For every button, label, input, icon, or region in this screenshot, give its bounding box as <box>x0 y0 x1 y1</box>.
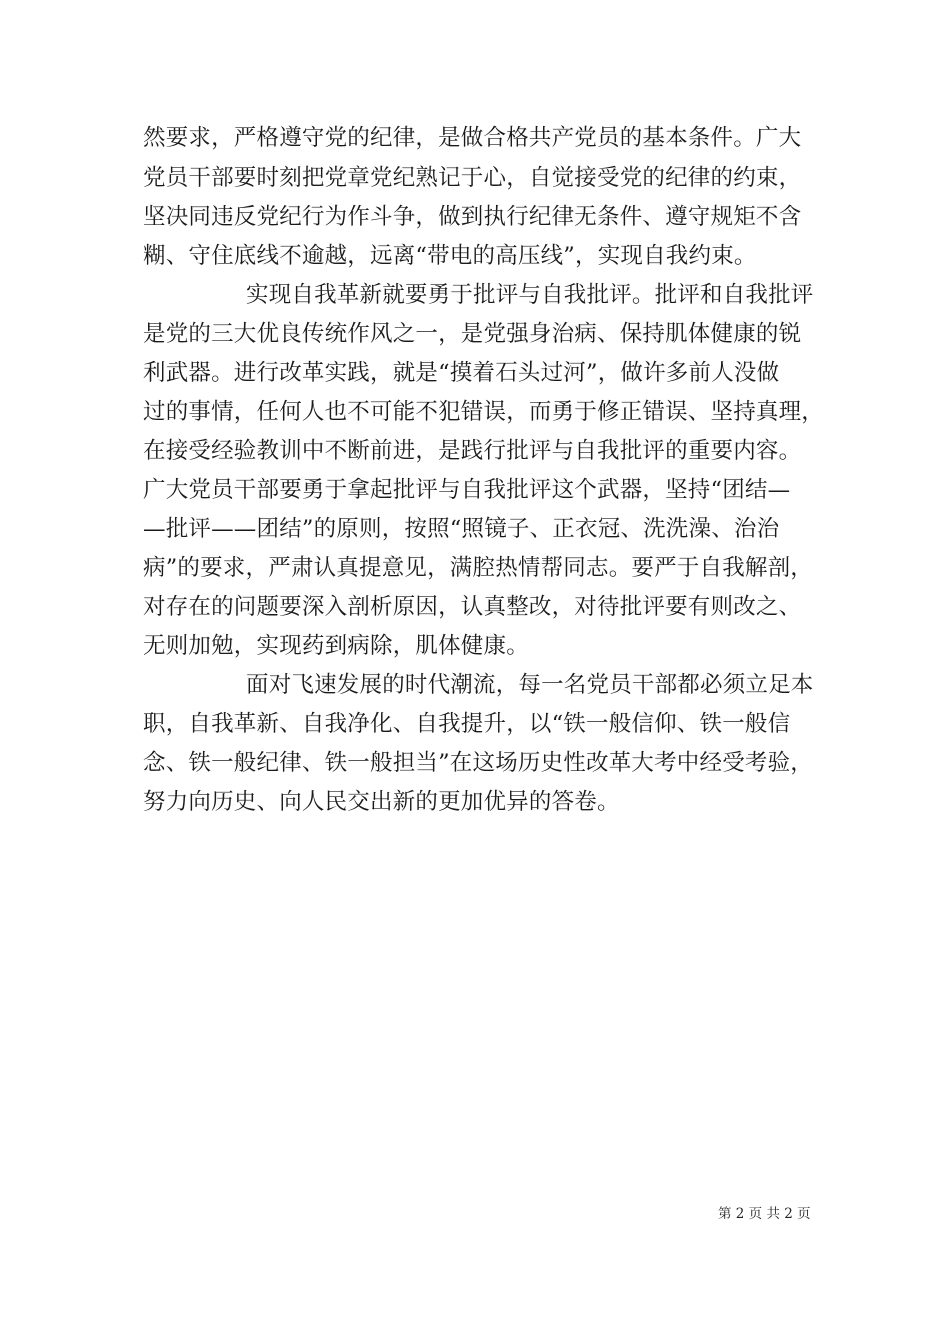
page-number: 第 2 页 共 2 页 <box>718 1206 811 1222</box>
text-line: 广大党员干部要勇于拿起批评与自我批评这个武器，坚持“团结— <box>143 477 791 503</box>
text-line: 对存在的问题要深入剖析原因，认真整改，对待批评要有则改之、 <box>143 594 802 620</box>
text-line: 念、铁一般纪律、铁一般担当”在这场历史性改革大考中经受考验， <box>143 750 814 776</box>
text-line: —批评——团结”的原则，按照“照镜子、正衣冠、洗洗澡、治治 <box>143 516 780 542</box>
text-line: 利武器。进行改革实践，就是“摸着石头过河”，做许多前人没做 <box>143 360 780 386</box>
text-line: 职，自我革新、自我净化、自我提升，以“铁一般信仰、铁一般信 <box>143 711 791 737</box>
text-line: 过的事情，任何人也不可能不犯错误，而勇于修正错误、坚持真理， <box>143 399 825 425</box>
text-line: 然要求，严格遵守党的纪律，是做合格共产党员的基本条件。广大 <box>143 125 802 151</box>
text-line: 党员干部要时刻把党章党纪熟记于心，自觉接受党的纪律的约束， <box>143 165 802 191</box>
text-line: 是党的三大优良传统作风之一，是党强身治病、保持肌体健康的锐 <box>143 321 802 347</box>
text-line: 坚决同违反党纪行为作斗争，做到执行纪律无条件、遵守规矩不含 <box>143 204 802 230</box>
text-line: 努力向历史、向人民交出新的更加优异的答卷。 <box>143 789 620 815</box>
text-line: 面对飞速发展的时代潮流，每一名党员干部都必须立足本 <box>246 672 814 698</box>
text-line: 病”的要求，严肃认真提意见，满腔热情帮同志。要严于自我解剖， <box>143 555 814 581</box>
text-line: 在接受经验教训中不断前进，是践行批评与自我批评的重要内容。 <box>143 438 802 464</box>
text-line: 实现自我革新就要勇于批评与自我批评。批评和自我批评 <box>246 282 814 308</box>
text-line: 无则加勉，实现药到病除，肌体健康。 <box>143 633 529 659</box>
text-line: 糊、守住底线不逾越，远离“带电的高压线”，实现自我约束。 <box>143 243 757 269</box>
